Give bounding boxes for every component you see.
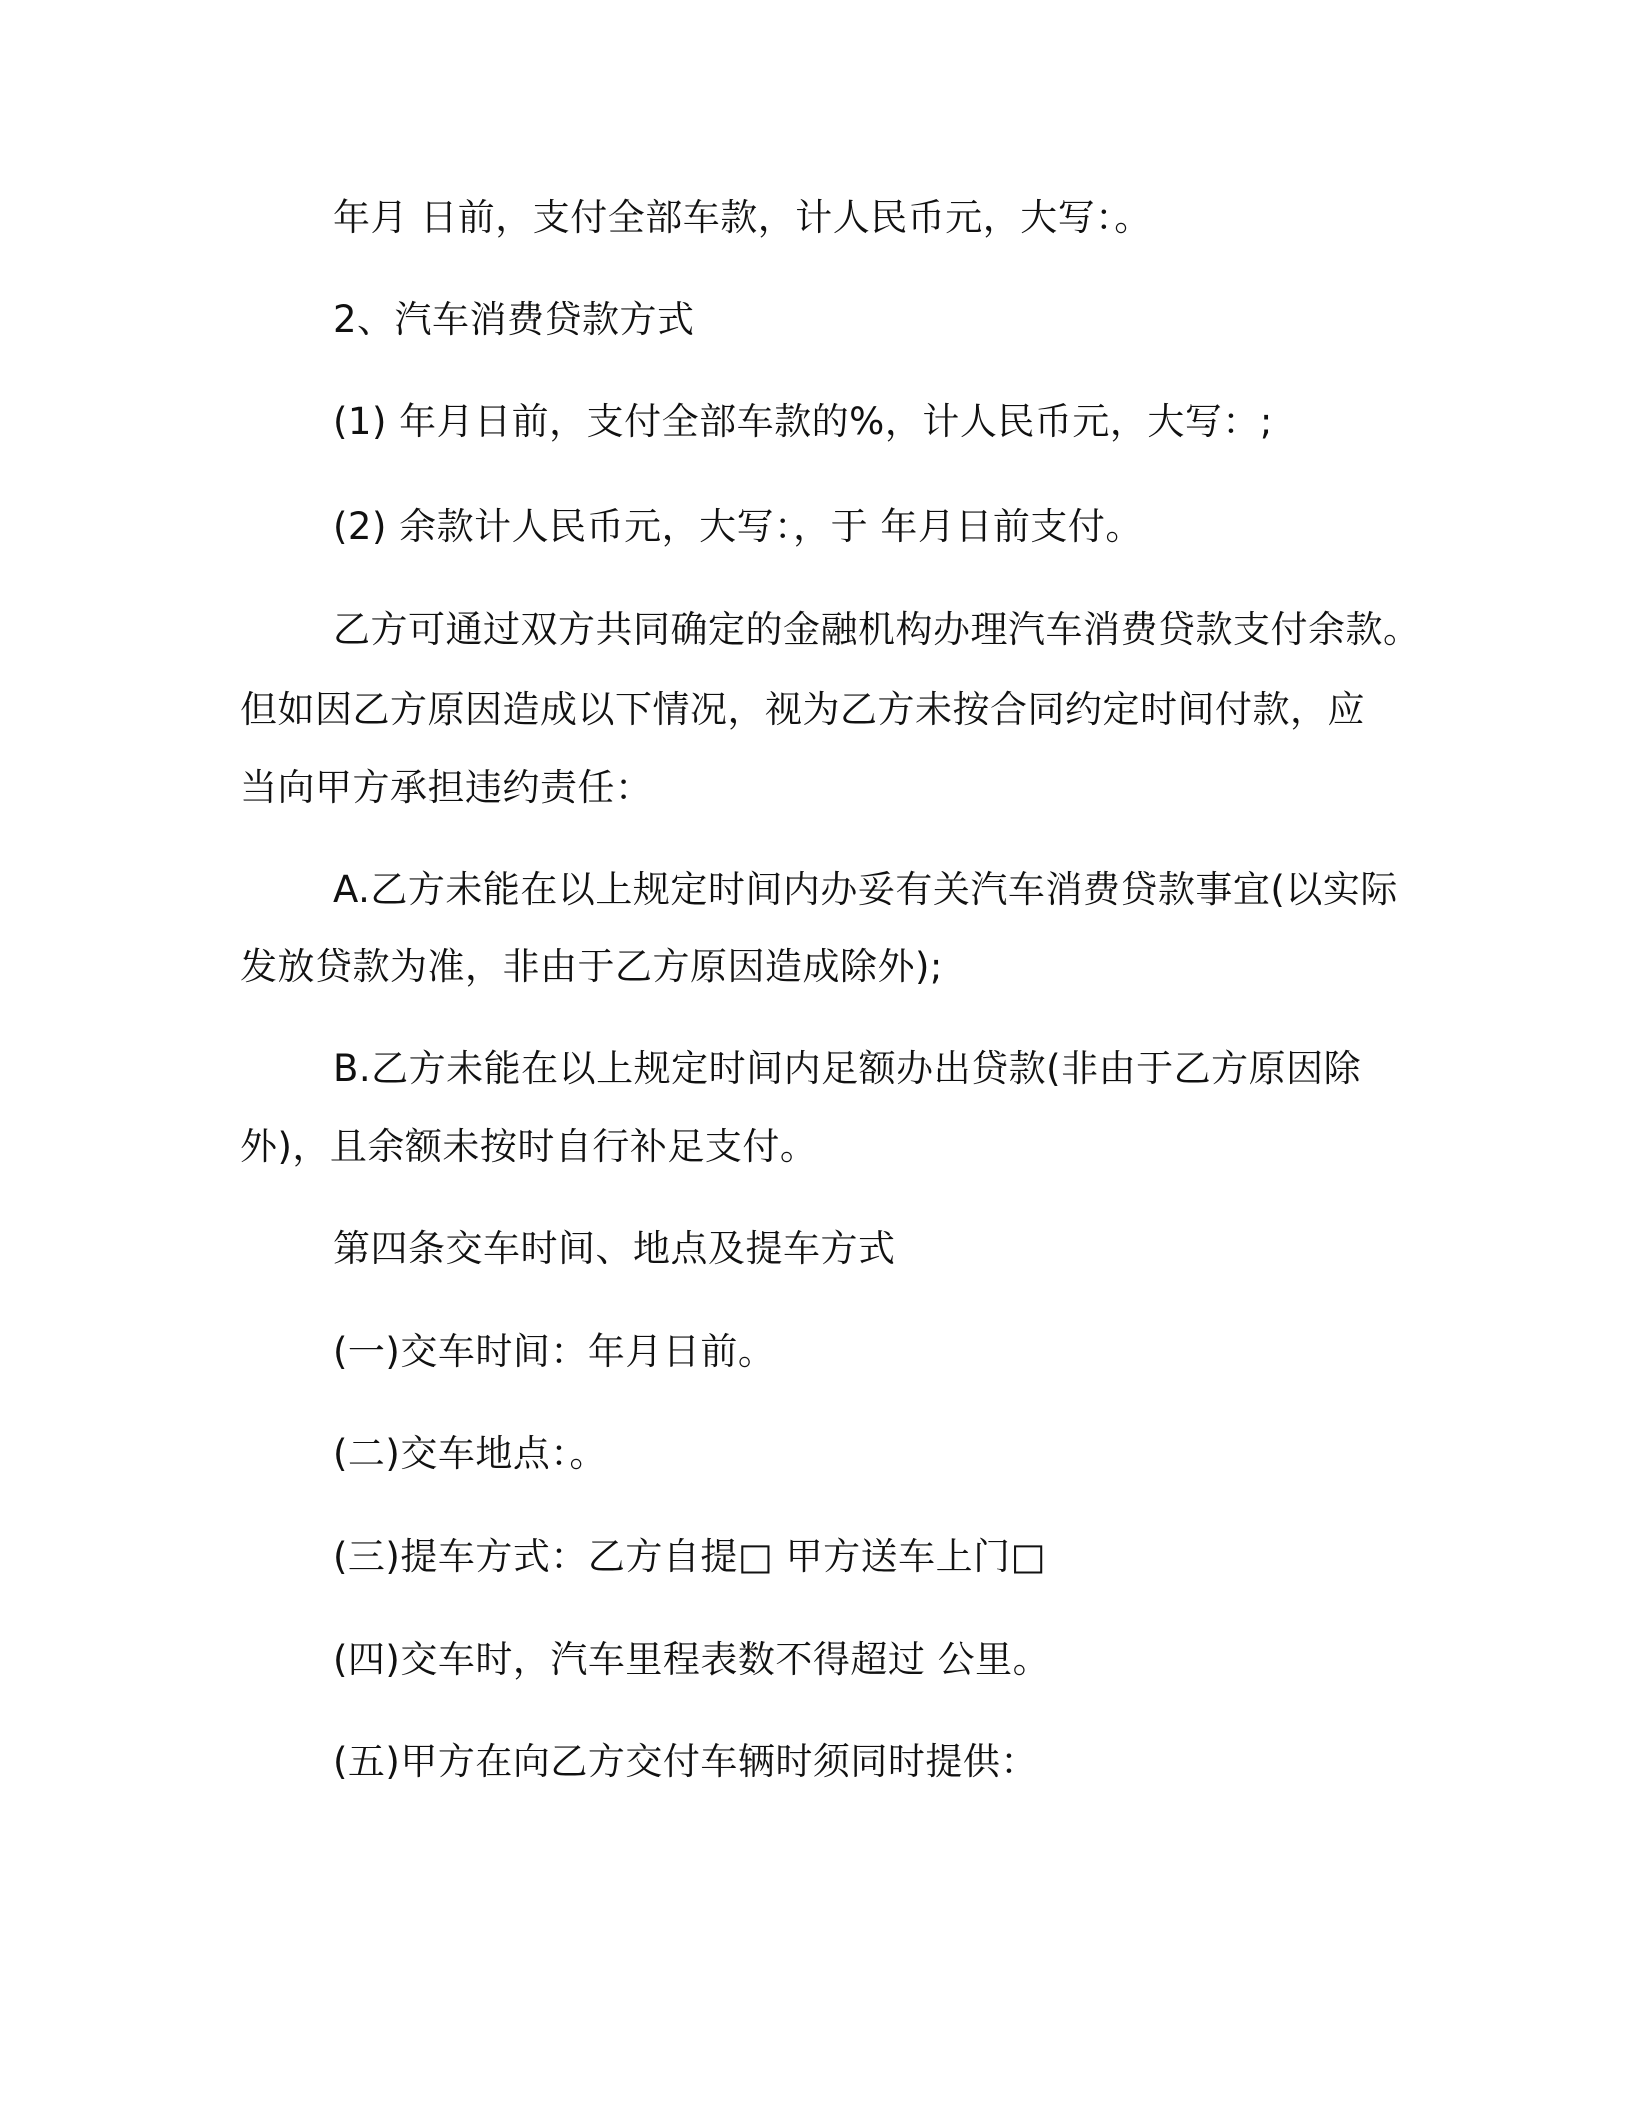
text-line: (一)交车时间：年月日前。 [333,1330,776,1373]
section-heading: 2、汽车消费贷款方式 [333,298,695,341]
text-line: (三)提车方式：乙方自提□ 甲方送车上门□ [333,1535,1047,1578]
paragraph-line: 发放贷款为准，非由于乙方原因造成除外); [240,945,943,988]
paragraph-line: 外)，且余额未按时自行补足支付。 [240,1125,818,1168]
paragraph-line: A.乙方未能在以上规定时间内办妥有关汽车消费贷款事宜(以实际 [333,868,1398,911]
paragraph-line: B.乙方未能在以上规定时间内足额办出贷款(非由于乙方原因除 [333,1047,1362,1090]
text-line: (四)交车时，汽车里程表数不得超过 公里。 [333,1638,1051,1681]
paragraph-line: 但如因乙方原因造成以下情况，视为乙方未按合同约定时间付款，应 [240,688,1365,731]
text-line: 年月 日前，支付全部车款，计人民币元，大写：。 [333,196,1152,239]
paragraph-line: 乙方可通过双方共同确定的金融机构办理汽车消费贷款支付余款。 [333,608,1421,651]
section-heading: 第四条交车时间、地点及提车方式 [333,1227,896,1270]
text-line: (二)交车地点：。 [333,1432,607,1475]
text-line: (1) 年月日前，支付全部车款的%，计人民币元，大写：; [333,400,1273,443]
text-line: (2) 余款计人民币元，大写：，于 年月日前支付。 [333,505,1143,548]
paragraph-line: 当向甲方承担违约责任： [240,766,653,809]
text-line: (五)甲方在向乙方交付车辆时须同时提供： [333,1740,1038,1783]
